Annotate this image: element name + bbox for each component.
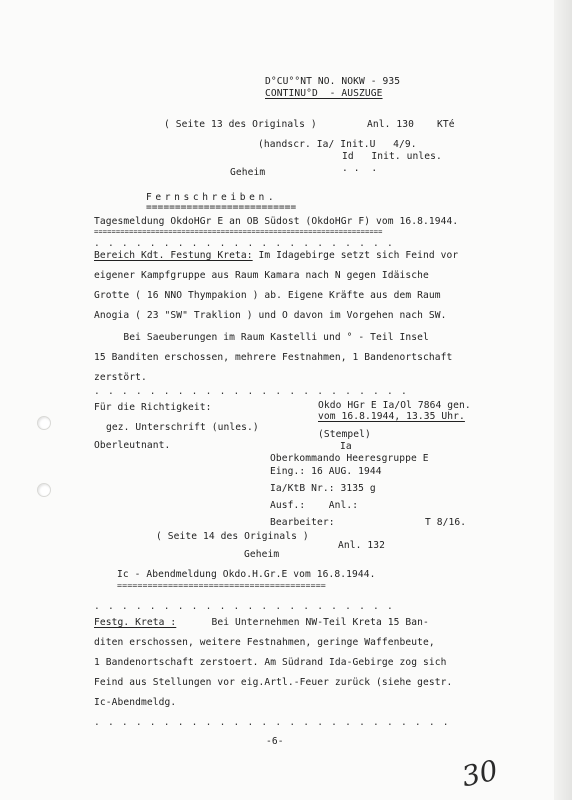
initials-dots: . . . [342, 163, 378, 174]
document-number: D°CU°°NT NO. NOKW - 935 [265, 76, 401, 87]
stamp-t-number: T 8/16. [425, 517, 467, 528]
crete-paragraph-1 [94, 250, 458, 262]
telex-title-rule: ========================== [146, 202, 297, 213]
page-reference-13: ( Seite 13 des Originals ) [164, 119, 317, 130]
crete-p2-line2: 15 Banditen erschossen, mehrere Festnahmen, 1 Bandenortschaft [94, 352, 453, 363]
crete-p1-line3: Grotte ( 16 NNO Thympakion ) ab. Eigene Kräfte aus dem Raum [94, 290, 441, 301]
crete-p1-line4: Anogia ( 23 "SW" Traklion ) und O davon im Vorgehen nach SW. [94, 310, 447, 321]
stamp-headquarters: Oberkommando Heeresgruppe E [270, 453, 429, 464]
fortress-p3-line5: Ic-Abendmeldg. [94, 697, 177, 708]
annex-130: Anl. 130 [367, 119, 415, 130]
crete-p2-line3: zerstört. [94, 372, 147, 383]
separator-dots-2: . . . . . . . . . . . . . . . . . . . . . . . [94, 386, 408, 397]
stamp-editor: Bearbeiter: [270, 517, 335, 528]
okdo-reference-line1: Okdo HGr E Ia/Ol 7864 gen. [318, 400, 471, 411]
crete-p2-line1: Bei Saeuberungen im Raum Kastelli und ° - Teil Insel [94, 332, 429, 343]
kte-mark: KTé [437, 119, 455, 130]
rank-label: Oberleutnant. [94, 440, 171, 451]
fortress-p3-line3: 1 Bandenortschaft zerstoert. Am Südrand Ida-Gebirge zog sich [94, 657, 447, 668]
fortress-p3-line1-rest: Bei Unternehmen NW-Teil Kreta 15 Ban- [176, 617, 429, 628]
stamp-label: (Stempel) [318, 429, 371, 440]
annex-132: Anl. 132 [338, 540, 386, 551]
punch-hole-bottom [37, 483, 51, 497]
fortress-paragraph [94, 617, 429, 629]
stamp-ia: Ia [340, 441, 352, 452]
daily-report-heading: Tagesmeldung OkdoHGr E an OB Südost (OkdoHGr F) vom 16.8.1944. [94, 216, 459, 227]
signed-note: gez. Unterschrift (unles.) [106, 422, 259, 433]
crete-p1-line2: eigener Kampfgruppe aus Raum Kamara nach N gegen Idäische [94, 270, 429, 281]
area-label: Bereich Kdt. Festung Kreta: [94, 250, 253, 261]
secret-label-1: Geheim [230, 167, 266, 178]
evening-report-rule: ========================================= [117, 580, 326, 590]
punch-hole-top [37, 416, 51, 430]
stamp-ausf: Ausf.: Anl.: [270, 500, 359, 511]
secret-label-2: Geheim [244, 549, 280, 560]
telex-title: Fernschreiben. [146, 192, 278, 203]
correctness-label: Für die Richtigkeit: [94, 402, 212, 413]
crete-p1-line1-rest: Im Idagebirge setzt sich Feind vor [252, 250, 459, 261]
fortress-p3-line2: diten erschossen, weitere Festnahmen, geringe Waffenbeute, [94, 637, 435, 648]
evening-report-heading: Ic - Abendmeldung Okdo.H.Gr.E vom 16.8.1944. [117, 569, 376, 580]
daily-report-rule: ================================================================== [94, 227, 383, 236]
page-reference-14: ( Seite 14 des Originals ) [156, 531, 309, 542]
handwriting-note: (handscr. Ia/ Init.U 4/9. [258, 139, 417, 150]
separator-dots-4: . . . . . . . . . . . . . . . . . . . . . . . . . . [94, 717, 450, 728]
page-number: -6- [266, 736, 284, 747]
initials-note: Id Init. unles. [342, 151, 442, 162]
okdo-reference-line2: vom 16.8.1944, 13.35 Uhr. [318, 411, 465, 422]
fortress-label: Festg. Kreta : [94, 617, 177, 628]
stamp-received-date: Eing.: 16 AUG. 1944 [270, 466, 382, 477]
continued-excerpts: CONTINU°D - AUSZUGE [265, 88, 383, 99]
handwritten-page-mark: 30 [459, 753, 502, 794]
separator-dots-3: . . . . . . . . . . . . . . . . . . . . . . [94, 601, 394, 612]
paper-edge [554, 0, 572, 800]
separator-dots-1: . . . . . . . . . . . . . . . . . . . . . . [94, 238, 394, 249]
stamp-ktb-number: Ia/KtB Nr.: 3135 g [270, 483, 376, 494]
fortress-p3-line4: Feind aus Stellungen vor eig.Artl.-Feuer zurück (siehe gestr. [94, 677, 453, 688]
